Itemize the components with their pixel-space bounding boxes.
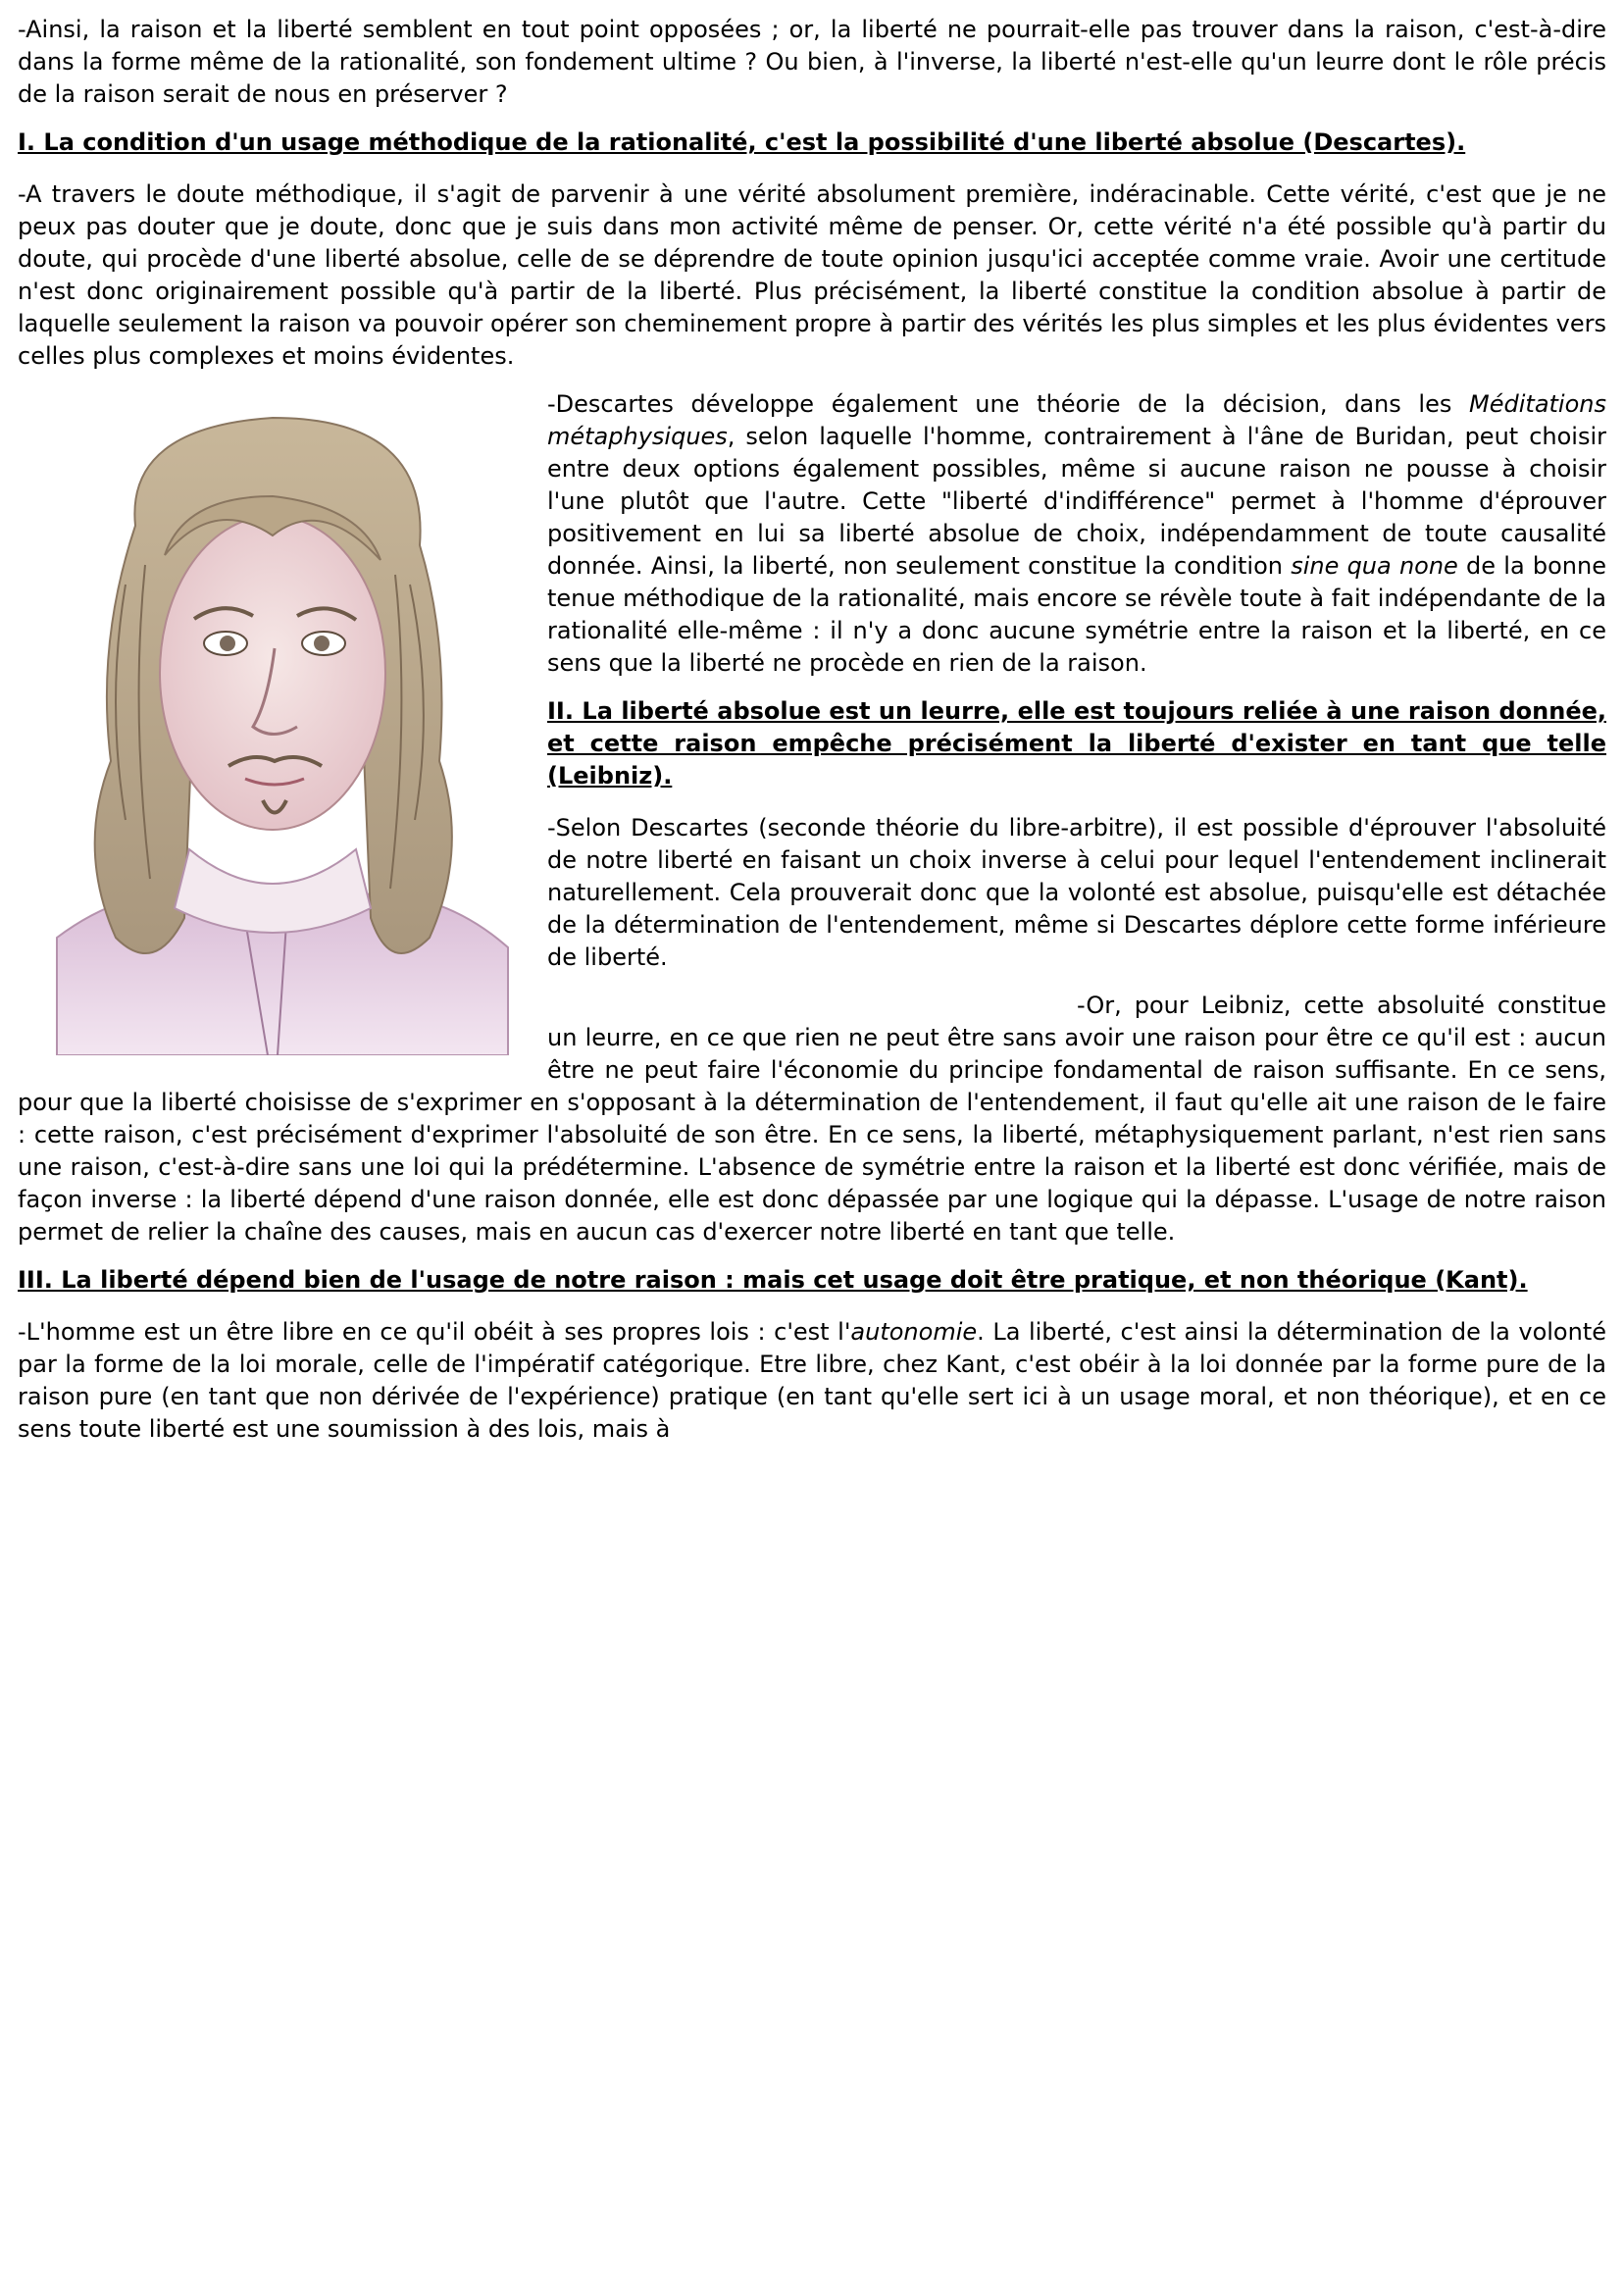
latin-emphasis: sine qua none — [1291, 552, 1458, 580]
text-run: de la bonne tenue méthodique de la rationalité, mais encore se révèle toute à fait indépendante de la rationalité elle-même : il n'y a donc aucune symétrie entre la raison et la liberté, en ce sens que la liberté ne procède en rien de la raison. — [547, 552, 1606, 677]
section-2-heading: II. La liberté absolue est un leurre, elle est toujours reliée à une raison donnée, et cette raison empêche précisément la liberté d'exister en tant que telle (Leibniz). — [547, 697, 1606, 790]
section-1-paragraph-2 — [547, 388, 1606, 680]
text-run: -L'homme est un être libre en ce qu'il obéit à ses propres lois : c'est l' — [18, 1318, 851, 1346]
section-1-heading: I. La condition d'un usage méthodique de la rationalité, c'est la possibilité d'une liberté absolue (Descartes). — [18, 128, 1466, 156]
book-title-emphasis: Méditations métaphysiques — [547, 390, 1606, 450]
section-3-heading: III. La liberté dépend bien de l'usage de notre raison : mais cet usage doit être pratique, et non théorique (Kant). — [18, 1266, 1528, 1294]
text-run: -Descartes développe également une théorie de la décision, dans les — [547, 390, 1470, 418]
text-run: , selon laquelle l'homme, contrairement à l'âne de Buridan, peut choisir entre deux options également possibles, même si aucune raison ne pousse à choisir l'une plutôt que l'autre. Cette "liberté d'indifférence" permet à l'homme d'éprouver positivement en lui sa liberté absolue de choix, indépendamment de toute causalité donnée. Ainsi, la liberté, non seulement constitue la condition — [547, 423, 1606, 580]
portrait-side-column — [547, 388, 1606, 990]
intro-paragraph: -Ainsi, la raison et la liberté semblent en tout point opposées ; or, la liberté ne pourrait-elle pas trouver dans la raison, c'est-à-dire dans la forme même de la rationalité, son fondement ultime ? Ou bien, à l'inverse, la liberté n'est-elle qu'un leurre dont le rôle précis de la raison serait de nous en préserver ? — [18, 16, 1606, 108]
section-2-paragraph-2: -Or, pour Leibniz, cette absoluité constitue un leurre, en ce que rien ne peut être sans avoir une raison pour être ce qu'il est : aucun être ne peut faire l'économie du principe fondamental de raison suffisante. En ce sens, pour que la liberté choisisse de s'exprimer en s'opposant à la détermination de l'entendement, il faut qu'elle ait une raison de le faire : cette raison, c'est précisément d'exprimer l'absoluité de son être. En ce sens, la liberté, métaphysiquement parlant, n'est rien sans une raison, c'est-à-dire sans une loi qui la prédétermine. L'absence de symétrie entre la raison et la liberté est donc vérifiée, mais de façon inverse : la liberté dépend d'une raison donnée, elle est donc dépassée par une logique qui la dépasse. L'usage de notre raison permet de relier la chaîne des causes, mais en aucun cas d'exercer notre liberté en tant que telle. — [18, 992, 1606, 1246]
section-2-paragraph-1: -Selon Descartes (seconde théorie du libre-arbitre), il est possible d'éprouver l'absoluité de notre liberté en faisant un choix inverse à celui pour lequel l'entendement inclinerait naturellement. Cela prouverait donc que la volonté est absolue, puisqu'elle est détachée de la détermination de l'entendement, même si Descartes déplore cette forme inférieure de liberté. — [547, 814, 1606, 971]
section-1-paragraph-1: -A travers le doute méthodique, il s'agit de parvenir à une vérité absolument première, indéracinable. Cette vérité, c'est que je ne peux pas douter que je doute, donc que je suis dans mon activité même de penser. Or, cette vérité n'a été possible qu'à partir du doute, qui procède d'une liberté absolue, celle de se déprendre de toute opinion jusqu'ici acceptée comme vraie. Avoir une certitude n'est donc originairement possible qu'à partir de la liberté. Plus précisément, la liberté constitue la condition absolue à partir de laquelle seulement la raison va pouvoir opérer son cheminement propre à partir des vérités les plus simples et les plus évidentes vers celles plus complexes et moins évidentes. — [18, 180, 1606, 370]
document-page — [18, 14, 1606, 1461]
descartes-portrait — [18, 388, 528, 1055]
text-run: . La liberté, c'est ainsi la détermination de la volonté par la forme de la loi morale, celle de l'impératif catégorique. Etre libre, chez Kant, c'est obéir à la loi donnée par la forme pure de la raison pure (en tant que non dérivée de l'expérience) pratique (en tant qu'elle sert ici à un usage moral, et non théorique), et en ce sens toute liberté est une soumission à des lois, mais à — [18, 1318, 1607, 1443]
autonomie-emphasis: autonomie — [850, 1318, 978, 1346]
section-3-paragraph-1 — [18, 1316, 1606, 1446]
